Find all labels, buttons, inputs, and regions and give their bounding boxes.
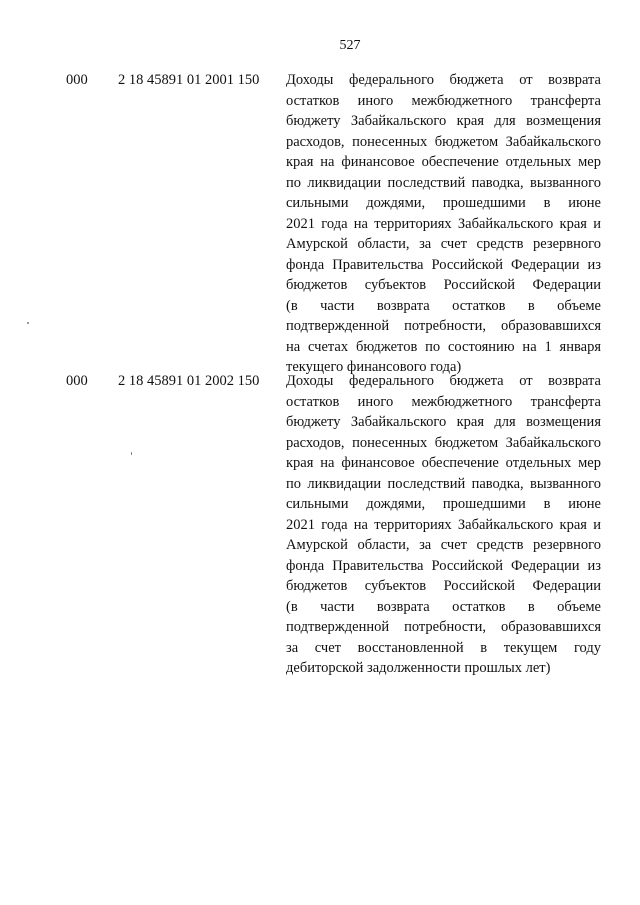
description-line: остатков иного межбюджетного трансферта [286, 393, 601, 410]
description-line: бюджетов субъектов Российской Федерации [286, 277, 601, 293]
description-line: сильными дождями, прошедшими в июне [286, 195, 601, 211]
description-line: по ликвидации последствий паводка, вызванного [286, 475, 601, 492]
description-line: 2021 года на территориях Забайкальского края и [286, 215, 601, 232]
admin-code: 000 [66, 72, 88, 88]
budget-classification-code: 2 18 45891 01 2001 150 [118, 72, 260, 88]
admin-code: 000 [66, 373, 88, 389]
scan-speck [27, 322, 29, 324]
description-line: расходов, понесенных бюджетом Забайкальского [286, 434, 601, 451]
description-line: фонда Правительства Российской Федерации из [286, 557, 601, 574]
description-line: по ликвидации последствий паводка, вызванного [286, 174, 601, 191]
income-description [286, 70, 601, 378]
description-line: Доходы федерального бюджета от возврата [286, 72, 601, 88]
description-line: бюджету Забайкальского края для возмещения [286, 414, 601, 430]
description-line: текущего финансового года) [286, 359, 462, 375]
description-line: края на финансовое обеспечение отдельных мер [286, 455, 601, 471]
description-line: бюджету Забайкальского края для возмещения [286, 113, 601, 129]
description-line: расходов, понесенных бюджетом Забайкальского [286, 133, 601, 150]
description-line: края на финансовое обеспечение отдельных мер [286, 154, 601, 170]
scan-speck [131, 452, 132, 455]
description-line: подтвержденной потребности, образовавшихся [286, 619, 601, 635]
description-line: фонда Правительства Российской Федерации из [286, 256, 601, 273]
budget-classification-code: 2 18 45891 01 2002 150 [118, 373, 260, 389]
description-line: подтвержденной потребности, образовавшихся [286, 318, 601, 334]
description-line: 2021 года на территориях Забайкальского края и [286, 516, 601, 533]
description-line: Доходы федерального бюджета от возврата [286, 373, 601, 389]
description-line: Амурской области, за счет средств резервного [286, 537, 601, 553]
description-line: сильными дождями, прошедшими в июне [286, 496, 601, 512]
description-line: Амурской области, за счет средств резервного [286, 236, 601, 252]
description-line: дебиторской задолженности прошлых лет) [286, 660, 551, 676]
description-line: (в части возврата остатков в объеме [286, 598, 601, 615]
description-line: (в части возврата остатков в объеме [286, 297, 601, 314]
description-line: на счетах бюджетов по состоянию на 1 января [286, 338, 601, 355]
page-number: 527 [339, 38, 361, 53]
income-description [286, 371, 601, 679]
description-line: остатков иного межбюджетного трансферта [286, 92, 601, 109]
description-line: за счет восстановленной в текущем году [286, 639, 601, 656]
description-line: бюджетов субъектов Российской Федерации [286, 578, 601, 594]
